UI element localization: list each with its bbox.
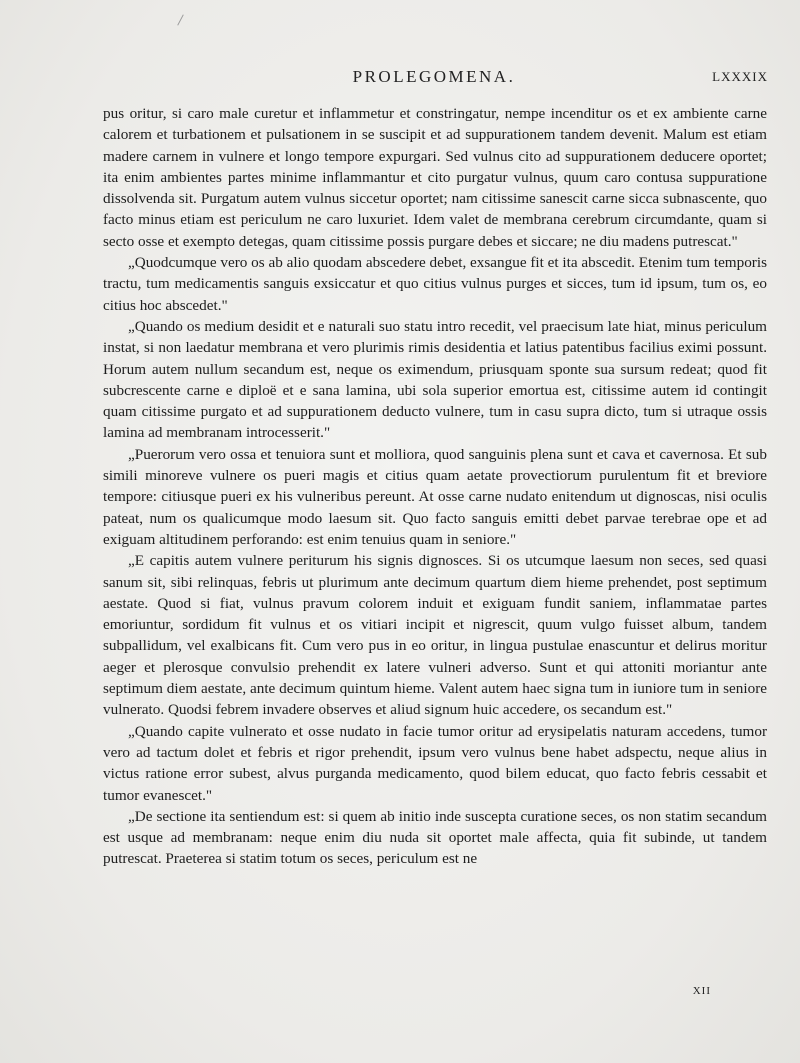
paragraph: „Quodcumque vero os ab alio quodam abscedere debet, exsangue fit et ita abscedit. Etenim tum temporis tractu, tum medicamentis sanguis exsiccatur et quo citius vulnus purges et sicces, tum id ipsum, tum os, eo citius hoc abscedet." — [103, 254, 767, 314]
paragraph: pus oritur, si caro male curetur et inflammetur et constringatur, nempe incenditur os et ex ambiente carne calorem et turbationem et pulsationem in se suscipit et ad suppurationem tandem devenit. Malum est etiam madere carnem in vulnere et longo tempore expurgari. Sed vulnus cito ad suppurationem deducere oportet; ita enim ambientes partes minime inflammantur et cito purgatur vulnus, quum caro contusa suppuratione dissolvenda sit. Purgatum autem vulnus siccetur oportet; nam citissime sanescit carne sicca subnascente, quo facto minus etiam est periculum ne caro luxuriet. Idem valet de membrana cerebrum circumdante, quam si secto osse et exempto detegas, quam citissime possis purgare debes et siccare; ne diu madens putrescat." — [103, 105, 767, 250]
page-header — [100, 67, 768, 91]
page-number: LXXXIX — [712, 69, 768, 84]
pencil-mark — [177, 14, 184, 25]
body-text — [103, 103, 767, 870]
running-title: PROLEGOMENA. — [352, 67, 516, 86]
signature-mark: XII — [692, 985, 711, 997]
paragraph: „Quando os medium desidit et e naturali suo statu intro recedit, vel praecisum late hiat, minus periculum instat, si non laedatur membrana et vero plurimis rimis desidentia et latius patentibus facilius eximi possunt. Horum autem nullum secandum est, neque os eximendum, priusquam sponte sua sursum redeat; quod fit subcrescente carne e diploë et e sana lamina, ubi sola superior emortua est, citissime autem id contingit quam citissime purgato et ad suppurationem deducto vulnere, tum in casu supra dicto, tum si utraque ossis lamina ad membranam introcesserit." — [103, 317, 767, 442]
paragraph: „De sectione ita sentiendum est: si quem ab initio inde suscepta curatione seces, os non statim secandum est usque ad membranam: neque enim diu nuda sit oportet male affecta, quia fit subinde, ut tandem putrescat. Praeterea si statim totum os seces, periculum est ne — [103, 807, 767, 868]
paragraph: „Quando capite vulnerato et osse nudato in facie tumor oritur ad erysipelatis naturam accedens, tumor vero ad tactum dolet et febris et rigor prehendit, ipsum vero vulnus bene habet adspectu, neque alius in victus ratione error subest, alvus purganda medicamento, quod bilem educat, quo facto febris cessabit et tumor evanescet." — [103, 722, 767, 804]
paragraph: „Puerorum vero ossa et tenuiora sunt et molliora, quod sanguinis plena sunt et cava et cavernosa. Et sub simili minoreve vulnere os pueri magis et citius quam aetate provectiorum purulentum fit et breviore tempore: citiusque pueri ex his vulneribus pereunt. At osse carne nudato enitendum ut dignoscas, nisi oculis pateat, num os qualicumque modo laesum sit. Quo facto sanguis emitti debet parvae terebrae ope et ad exiguam altitudinem perforando: est enim tenuius quam in seniore." — [103, 445, 767, 548]
paragraph: „E capitis autem vulnere periturum his signis dignosces. Si os utcumque laesum non seces, sed quasi sanum sit, sibi relinquas, febris ut plurimum ante decimum quartum diem hieme prehendet, post septimum aestate. Quod si fiat, vulnus pravum colorem induit et exiguam fundit saniem, inflammatae partes emoriuntur, sordidum fit vulnus et os vitiari incipit et nigrescit, quum vulgo fuisset album, tandem subpallidum, vel exalbicans fit. Cum vero pus in eo oritur, in lingua pustulae enascuntur et delirus moritur aeger et plerosque convulsio prehendit ex latere vulneri adverso. Sunt et qui attoniti moriantur ante septimum diem aestate, ante decimum quintum hieme. Valent autem haec signa tum in iuniore tum in seniore vulnerato. Quodsi febrem invadere observes et aliud signum huic accedere, os secandum est." — [103, 552, 767, 719]
